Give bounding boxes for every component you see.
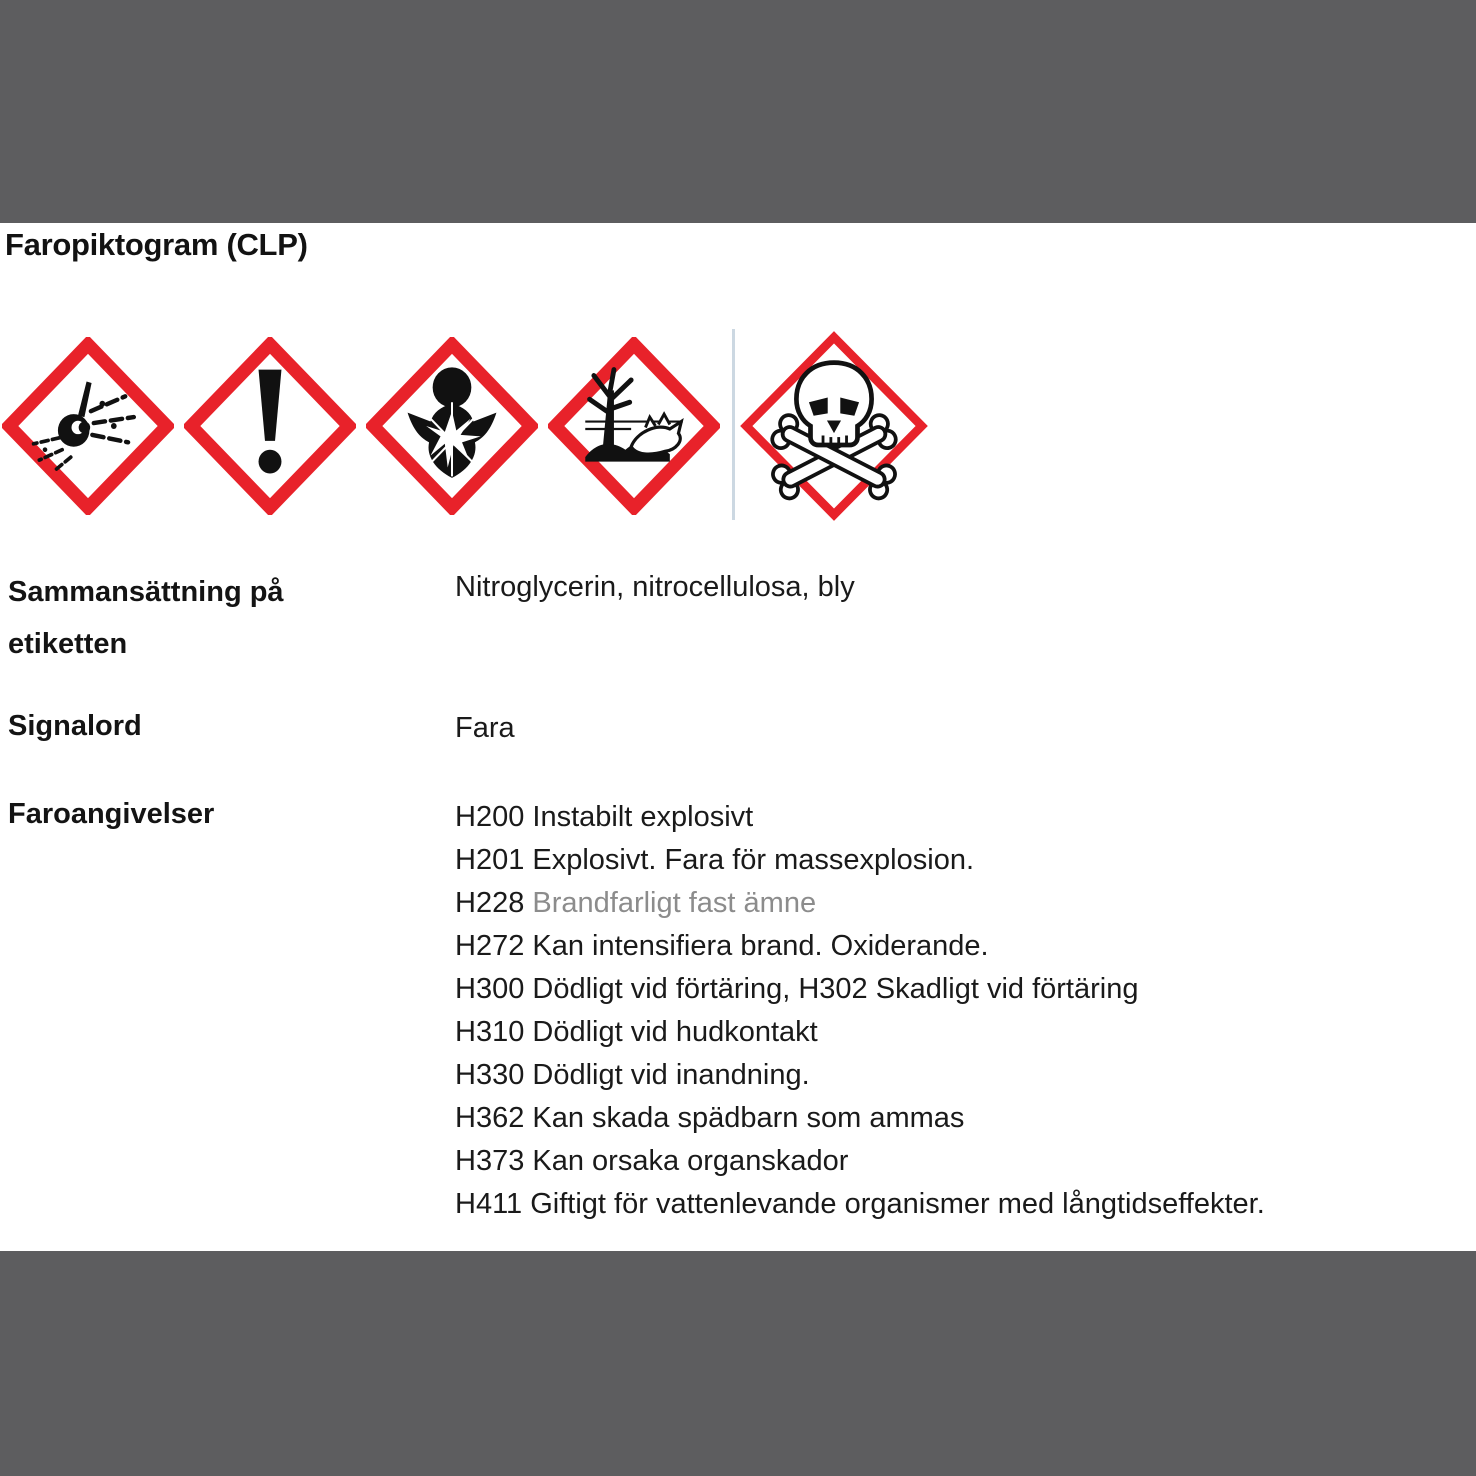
hazard-text: Kan intensifiera brand. Oxiderande. bbox=[532, 930, 989, 962]
hazard-statement-line bbox=[455, 1097, 1265, 1140]
signal-word-label: Signalord bbox=[8, 710, 142, 742]
environment-hazard-icon bbox=[548, 337, 720, 515]
hazard-code: H200 bbox=[455, 801, 525, 833]
hazard-text: Dödligt vid förtäring, H302 Skadligt vid förtäring bbox=[532, 973, 1139, 1005]
hazard-statement-line bbox=[455, 839, 1265, 882]
hazard-code: H362 bbox=[455, 1102, 525, 1134]
composition-label: Sammansättning på etiketten bbox=[8, 576, 284, 660]
hazard-text: Dödligt vid hudkontakt bbox=[532, 1016, 818, 1048]
hazard-text: Kan skada spädbarn som ammas bbox=[532, 1102, 965, 1134]
composition-value: Nitroglycerin, nitrocellulosa, bly bbox=[455, 571, 855, 603]
hazard-code: H310 bbox=[455, 1016, 525, 1048]
hazard-statement-line bbox=[455, 1140, 1265, 1183]
vertical-separator bbox=[732, 329, 735, 520]
hazard-text: Giftigt för vattenlevande organismer med långtidseffekter. bbox=[530, 1188, 1265, 1220]
hazard-code: H411 bbox=[455, 1188, 523, 1220]
health-hazard-icon bbox=[366, 337, 538, 515]
hazard-statement-line bbox=[455, 882, 1265, 925]
hazard-statement-line bbox=[455, 968, 1265, 1011]
exclamation-mark-icon bbox=[184, 337, 356, 515]
hazard-code: H373 bbox=[455, 1145, 525, 1177]
signal-word-value: Fara bbox=[455, 712, 515, 744]
bottom-gray-frame bbox=[0, 1251, 1476, 1476]
hazard-text: Dödligt vid inandning. bbox=[532, 1059, 810, 1091]
hazard-statements-label: Faroangivelser bbox=[8, 798, 215, 830]
hazard-code: H272 bbox=[455, 930, 525, 962]
top-gray-frame bbox=[0, 0, 1476, 223]
hazard-text: Instabilt explosivt bbox=[532, 801, 754, 833]
page-title: Faropiktogram (CLP) bbox=[5, 227, 308, 262]
hazard-text: Explosivt. Fara för massexplosion. bbox=[532, 844, 975, 876]
hazard-code: H228 bbox=[455, 887, 525, 919]
exploding-bomb-icon bbox=[2, 337, 174, 515]
hazard-statement-line bbox=[455, 1011, 1265, 1054]
hazard-code: H300 bbox=[455, 973, 525, 1005]
hazard-text: Kan orsaka organskador bbox=[532, 1145, 849, 1177]
hazard-code: H201 bbox=[455, 844, 525, 876]
hazard-text: Brandfarligt fast ämne bbox=[532, 887, 817, 919]
hazard-statement-line bbox=[455, 1054, 1265, 1097]
hazard-statements-list bbox=[455, 796, 1265, 1226]
hazard-statement-line bbox=[455, 796, 1265, 839]
hazard-statement-line bbox=[455, 1183, 1265, 1226]
hazard-code: H330 bbox=[455, 1059, 525, 1091]
hazard-statement-line bbox=[455, 925, 1265, 968]
skull-and-crossbones-icon bbox=[740, 331, 928, 521]
